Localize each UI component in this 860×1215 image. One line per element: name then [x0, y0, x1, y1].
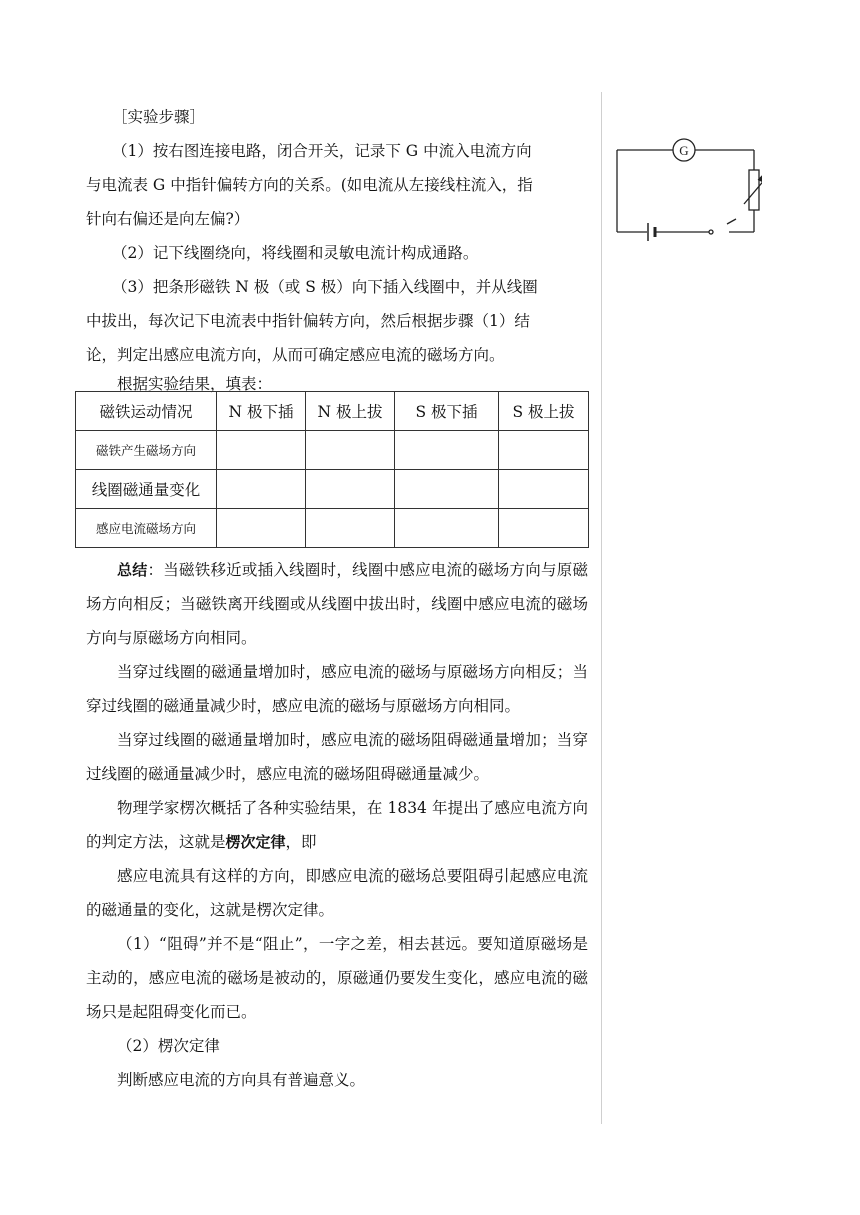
- experiment-table: [75, 391, 589, 548]
- paragraph-8: 判断感应电流的方向具有普遍意义。: [117, 1071, 366, 1089]
- step-1-line-2: 与电流表 G 中指针偏转方向的关系。(如电流从左接线柱流入，指: [86, 176, 533, 194]
- summary-column: [86, 553, 588, 1097]
- step-1-line-1: （1）按右图连接电路，闭合开关，记录下 G 中流入电流方向: [112, 142, 532, 160]
- column-divider: [601, 92, 602, 1124]
- summary-label: 总结: [117, 561, 148, 579]
- row-label: 感应电流磁场方向: [76, 509, 217, 548]
- step-3-line-2: 中拔出，每次记下电流表中指针偏转方向，然后根据步骤（1）结: [86, 312, 530, 330]
- summary-paragraph: [86, 553, 588, 655]
- step-3-line-3: 论，判定出感应电流方向，从而可确定感应电流的磁场方向。: [86, 346, 505, 364]
- table-cell: [306, 431, 395, 470]
- switch-contact-icon: [709, 230, 713, 234]
- para4-tail: ，即: [285, 833, 317, 851]
- lenz-law-term: 楞次定律: [225, 833, 286, 851]
- summary-text: ：当磁铁移近或插入线圈时，线圈中感应电流的磁场方向与原磁场方向相反；当磁铁离开线圈或从线圈中拔出时，线圈中感应电流的磁场方向与原磁场方向相同。: [86, 561, 588, 647]
- table-cell: [306, 470, 395, 509]
- table-cell: [306, 509, 395, 548]
- table-header-cell: N 极上拔: [306, 392, 395, 431]
- table-header-cell: S 极下插: [395, 392, 499, 431]
- step-3-line-1: （3）把条形磁铁 N 极（或 S 极）向下插入线圈中，并从线圈: [112, 278, 538, 296]
- paragraph-3: 当穿过线圈的磁通量增加时，感应电流的磁场阻碍磁通量增加；当穿过线圈的磁通量减少时，感应电流的磁场阻碍磁通量减少。: [86, 731, 588, 783]
- paragraph-4: [86, 791, 588, 859]
- para4-text: 物理学家楞次概括了各种实验结果，在 1834 年提出了感应电流方向的判定方法，这就是: [86, 799, 588, 851]
- text-column: [86, 100, 588, 394]
- table-cell: [395, 431, 499, 470]
- table-cell: [395, 509, 499, 548]
- rheostat-icon: [749, 170, 759, 210]
- table-header-cell: S 极上拔: [499, 392, 589, 431]
- table-row: [76, 431, 589, 470]
- table-cell: [217, 431, 306, 470]
- table-cell: [499, 470, 589, 509]
- step-2: （2）记下线圈绕向，将线圈和灵敏电流计构成通路。: [112, 244, 479, 262]
- table-row: [76, 509, 589, 548]
- switch-lever: [727, 219, 736, 224]
- row-label: 线圈磁通量变化: [76, 470, 217, 509]
- table-header-cell: 磁铁运动情况: [76, 392, 217, 431]
- paragraph-6: （1）“阻碍”并不是“阻止”，一字之差，相去甚远。要知道原磁场是主动的，感应电流的磁场是被动的，原磁通仍要发生变化，感应电流的磁场只是起阻碍变化而已。: [86, 935, 588, 1021]
- table-header-row: [76, 392, 589, 431]
- table-header-cell: N 极下插: [217, 392, 306, 431]
- row-label: 磁铁产生磁场方向: [76, 431, 217, 470]
- galvanometer-label: G: [679, 143, 689, 158]
- section-heading: ［实验步骤］: [112, 108, 206, 126]
- table-cell: [395, 470, 499, 509]
- table-cell: [217, 470, 306, 509]
- table-cell: [217, 509, 306, 548]
- paragraph-7: （2）楞次定律: [117, 1037, 220, 1055]
- paragraph-2: 当穿过线圈的磁通量增加时，感应电流的磁场与原磁场方向相反；当穿过线圈的磁通量减少时，感应电流的磁场与原磁场方向相同。: [86, 663, 588, 715]
- table-row: [76, 470, 589, 509]
- table-cell: [499, 431, 589, 470]
- step-1-line-3: 针向右偏还是向左偏?）: [86, 210, 250, 228]
- circuit-diagram: [612, 136, 762, 241]
- table-cell: [499, 509, 589, 548]
- table-intro: 根据实验结果，填表：: [117, 375, 273, 393]
- paragraph-5: 感应电流具有这样的方向，即感应电流的磁场总要阻碍引起感应电流的磁通量的变化，这就是楞次定律。: [86, 867, 588, 919]
